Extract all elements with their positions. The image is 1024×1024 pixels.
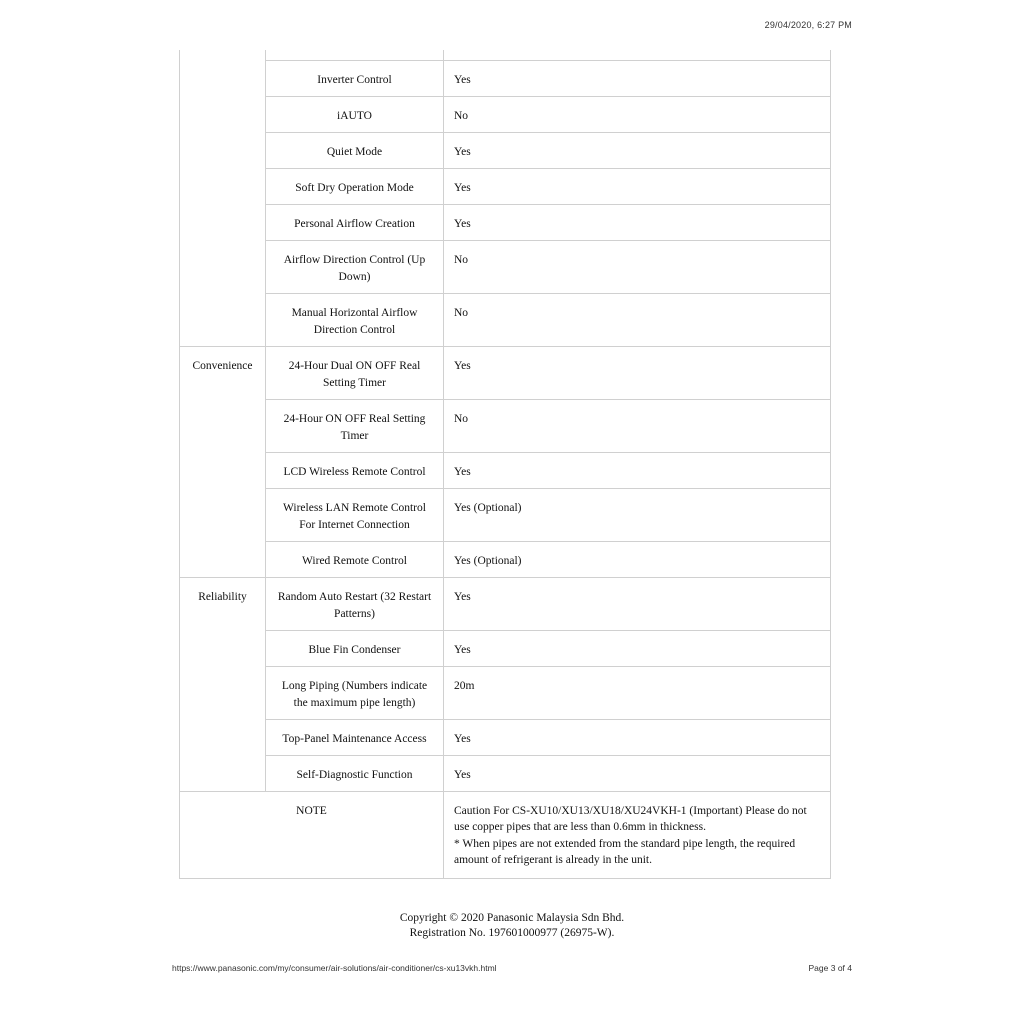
feature-value: Yes: [454, 145, 471, 158]
feature-value: Yes: [454, 73, 471, 86]
table-row: [180, 204, 831, 240]
table-row: [180, 755, 831, 791]
registration-text: Registration No. 197601000977 (26975-W).: [409, 927, 615, 939]
feature-value: 20m: [454, 679, 475, 692]
feature-name: Manual Horizontal Airflow Direction Control: [291, 306, 418, 336]
feature-value: Yes: [454, 732, 471, 745]
feature-value: Yes: [454, 768, 471, 781]
table-row: [180, 96, 831, 132]
category-cell-continued: [180, 50, 266, 346]
note-row: [180, 791, 831, 878]
table-row: [180, 666, 831, 719]
note-label: NOTE: [296, 804, 327, 817]
feature-name: 24-Hour Dual ON OFF Real Setting Timer: [288, 359, 421, 389]
page-number: Page 3 of 4: [808, 963, 852, 973]
feature-value: Yes: [454, 465, 471, 478]
print-datetime: 29/04/2020, 6:27 PM: [764, 20, 852, 30]
table-row: [180, 240, 831, 293]
table-row: [180, 60, 831, 96]
feature-value: No: [454, 306, 469, 319]
table-row: [180, 293, 831, 346]
feature-name: Long Piping (Numbers indicate the maximum pipe length): [281, 679, 428, 709]
feature-value: Yes (Optional): [454, 501, 522, 514]
table-row: [180, 452, 831, 488]
feature-name: Random Auto Restart (32 Restart Patterns): [277, 590, 432, 620]
feature-value: Yes: [454, 643, 471, 656]
feature-name: Self-Diagnostic Function: [296, 768, 413, 781]
feature-name: Wired Remote Control: [302, 554, 407, 567]
copyright-text: Copyright © 2020 Panasonic Malaysia Sdn Bhd.: [399, 912, 625, 924]
feature-name: LCD Wireless Remote Control: [283, 465, 426, 478]
feature-value: No: [454, 253, 469, 266]
feature-value: No: [454, 412, 469, 425]
table-row: [180, 399, 831, 452]
feature-name: Inverter Control: [317, 73, 392, 86]
feature-name: Top-Panel Maintenance Access: [282, 732, 427, 745]
note-refrigerant: * When pipes are not extended from the standard pipe length, the required amount of refrigerant is already in the unit.: [454, 837, 796, 866]
table-row: [180, 168, 831, 204]
category-convenience: Convenience: [192, 359, 253, 372]
note-caution: Caution For CS-XU10/XU13/XU18/XU24VKH-1 (Important) Please do not use copper pipes that are less than 0.6mm in thickness.: [454, 804, 807, 833]
table-row: [180, 346, 831, 399]
feature-name: Personal Airflow Creation: [294, 217, 415, 230]
feature-name: iAUTO: [337, 109, 372, 122]
footer-copyright-block: [0, 911, 1024, 941]
table-row: [180, 630, 831, 666]
category-reliability: Reliability: [198, 590, 247, 603]
feature-name: Airflow Direction Control (Up Down): [283, 253, 426, 283]
feature-name: 24-Hour ON OFF Real Setting Timer: [283, 412, 426, 442]
feature-name: Quiet Mode: [326, 145, 383, 158]
table-row: [180, 488, 831, 541]
table-row-partial: [180, 50, 831, 60]
table-row: [180, 132, 831, 168]
feature-value: Yes (Optional): [454, 554, 522, 567]
page-url: https://www.panasonic.com/my/consumer/air-solutions/air-conditioner/cs-xu13vkh.html: [172, 963, 497, 973]
table-row: [180, 577, 831, 630]
feature-name: Blue Fin Condenser: [308, 643, 401, 656]
specifications-table: [179, 50, 831, 879]
feature-value: Yes: [454, 181, 471, 194]
feature-value: Yes: [454, 590, 471, 603]
feature-name: Soft Dry Operation Mode: [295, 181, 414, 194]
feature-name: Wireless LAN Remote Control For Internet Connection: [283, 501, 426, 531]
feature-value: No: [454, 109, 469, 122]
feature-value: Yes: [454, 359, 471, 372]
table-row: [180, 541, 831, 577]
feature-value: Yes: [454, 217, 471, 230]
note-text: [444, 792, 830, 878]
table-row: [180, 719, 831, 755]
